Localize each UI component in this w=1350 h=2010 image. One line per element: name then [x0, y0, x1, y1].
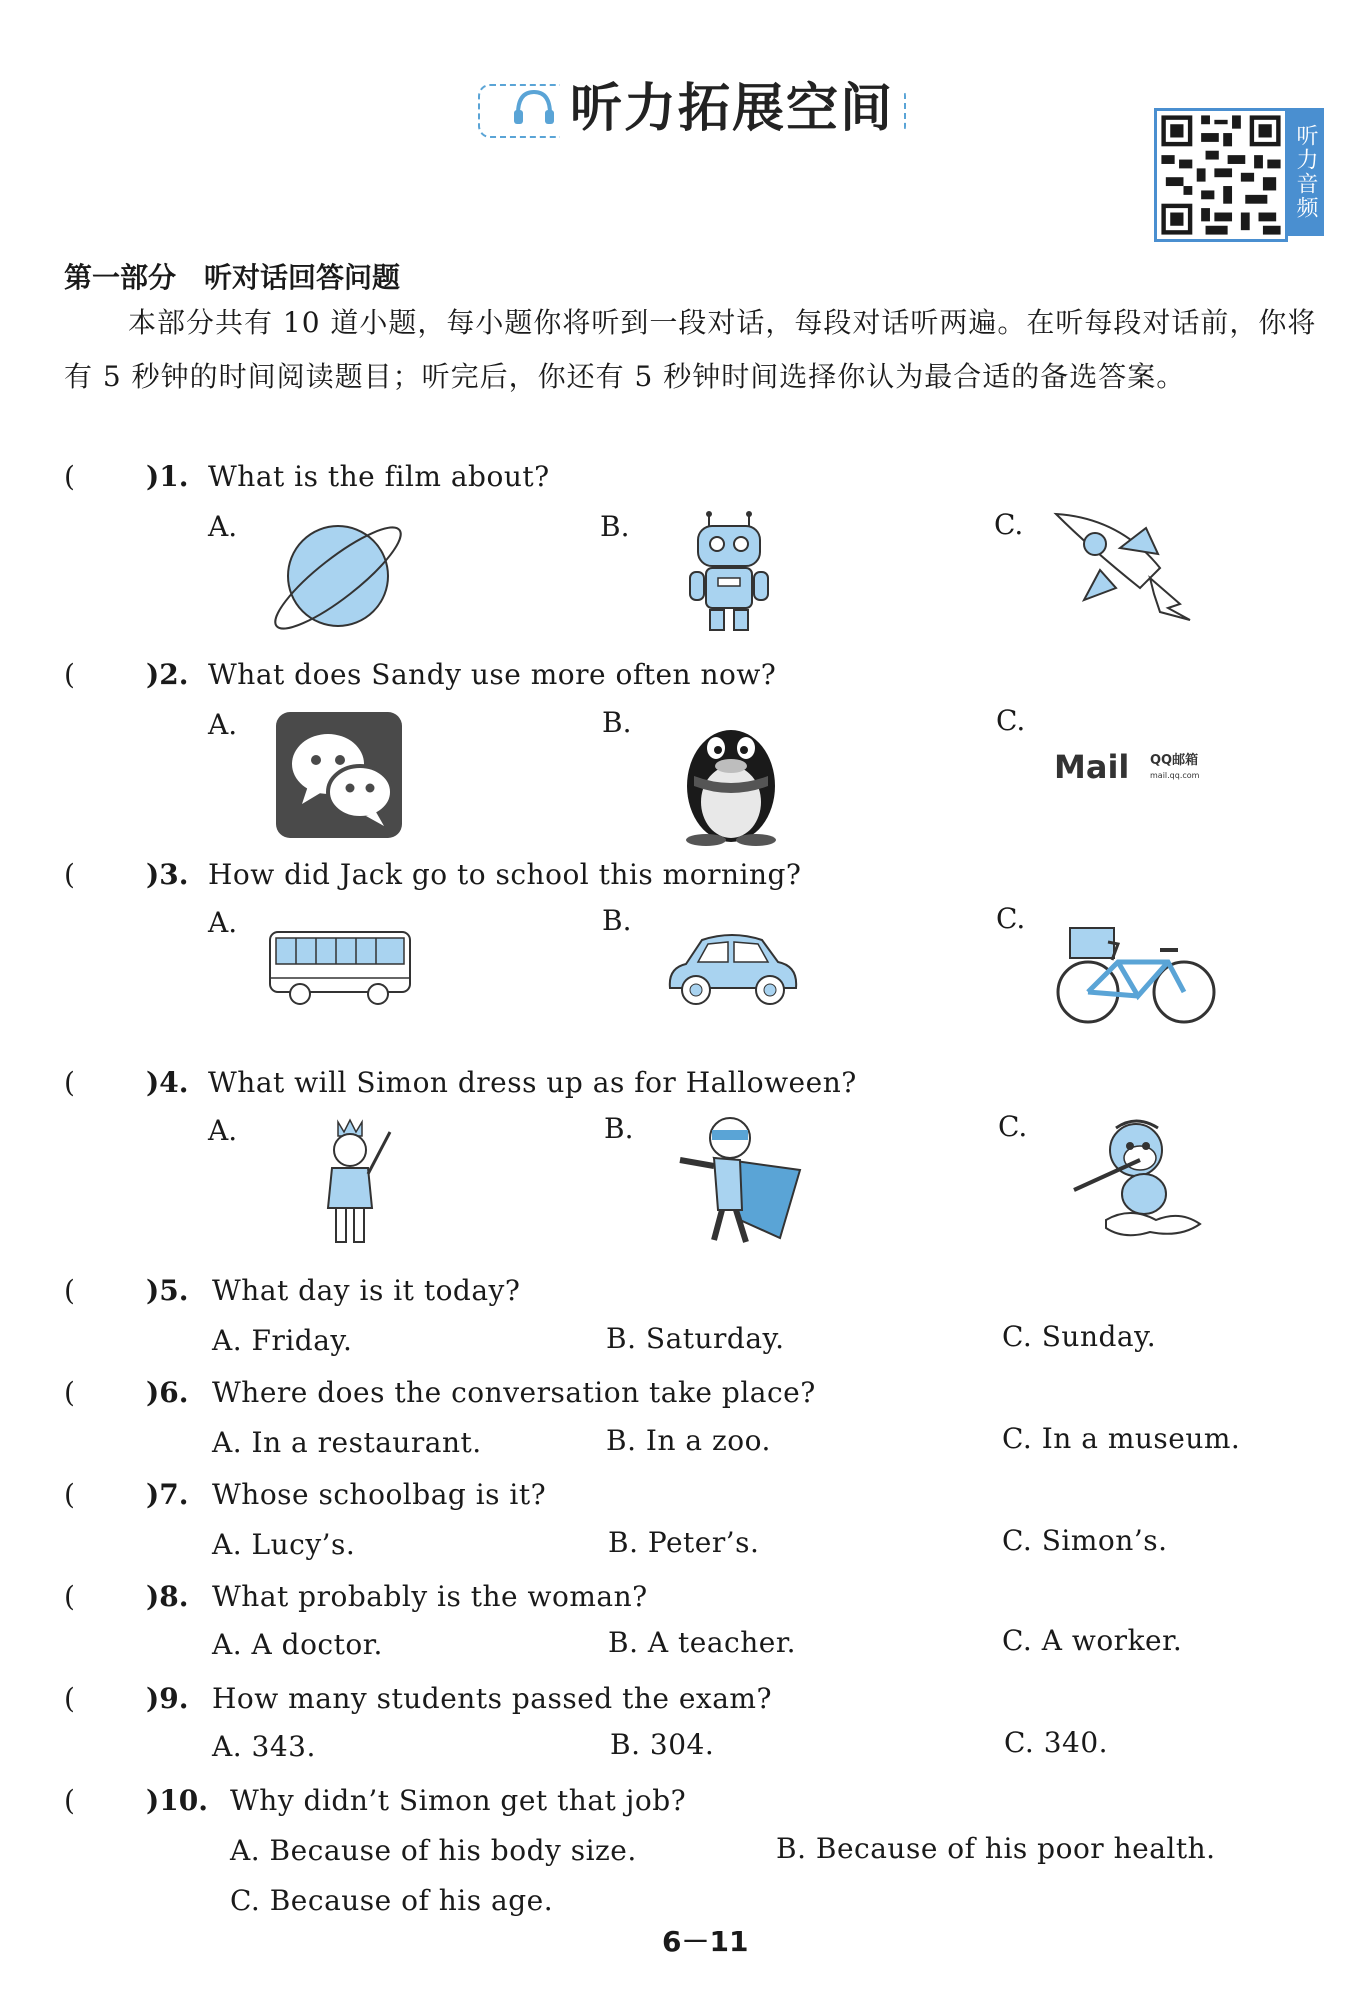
qr-code-icon[interactable]	[1154, 108, 1288, 242]
option-letter: B.	[604, 1112, 634, 1145]
mail-logo-url: mail.qq.com	[1150, 771, 1200, 780]
question-number: )6.	[146, 1376, 189, 1409]
question-text: Why didn’t Simon get that job?	[230, 1784, 687, 1817]
option-b[interactable]: B. 304.	[610, 1728, 715, 1761]
page-number: 6－11	[662, 1925, 749, 1958]
qq-penguin-icon[interactable]	[676, 706, 786, 846]
question-text: How many students passed the exam?	[212, 1682, 772, 1715]
option-letter: A.	[208, 1114, 238, 1147]
qq-mail-logo[interactable]	[1054, 748, 1204, 784]
question-number: )10.	[146, 1784, 208, 1817]
option-c[interactable]: C. Simon’s.	[1002, 1524, 1168, 1557]
option-c[interactable]: C. Sunday.	[1002, 1320, 1157, 1353]
mail-logo-text: Mail	[1054, 748, 1130, 784]
option-a[interactable]: A. Friday.	[212, 1324, 353, 1357]
question-text: What is the film about?	[208, 460, 550, 493]
option-letter: B.	[602, 706, 632, 739]
answer-blank[interactable]: (	[64, 1478, 75, 1511]
option-letter: C.	[996, 704, 1026, 737]
option-c[interactable]: C. In a museum.	[1002, 1422, 1241, 1455]
option-a[interactable]: A. 343.	[212, 1730, 316, 1763]
option-letter: B.	[602, 904, 632, 937]
option-b[interactable]: B. Because of his poor health.	[776, 1832, 1216, 1865]
car-icon[interactable]	[662, 928, 802, 1012]
bicycle-icon[interactable]	[1048, 920, 1224, 1028]
qr-audio-label: 听力音频	[1286, 108, 1324, 236]
headphone-icon	[512, 86, 556, 126]
question-number: )8.	[146, 1580, 189, 1613]
question-number: )1.	[146, 460, 189, 493]
answer-blank[interactable]: (	[64, 1274, 75, 1307]
option-letter: B.	[600, 510, 630, 543]
question-text: What does Sandy use more often now?	[208, 658, 777, 691]
option-b[interactable]: B. A teacher.	[608, 1626, 797, 1659]
option-letter: A.	[208, 510, 238, 543]
question-text: What will Simon dress up as for Halloween?	[208, 1066, 857, 1099]
question-number: )3.	[146, 858, 189, 891]
answer-blank[interactable]: (	[64, 858, 75, 891]
section-instructions: 本部分共有 10 道小题，每小题你将听到一段对话，每段对话听两遍。在听每段对话前，你将有 5 秒钟的时间阅读题目；听完后，你还有 5 秒钟时间选择你认为最合适的备选答案。	[64, 306, 1317, 393]
mail-logo-subtitle: QQ邮箱	[1150, 753, 1199, 768]
answer-blank[interactable]: (	[64, 1066, 75, 1099]
option-letter: C.	[998, 1110, 1028, 1143]
answer-blank[interactable]: (	[64, 460, 75, 493]
option-a[interactable]: A. Because of his body size.	[230, 1834, 637, 1867]
option-b[interactable]: B. Peter’s.	[608, 1526, 760, 1559]
option-letter: C.	[996, 902, 1026, 935]
question-text: Whose schoolbag is it?	[212, 1478, 547, 1511]
question-number: )5.	[146, 1274, 189, 1307]
option-a[interactable]: A. A doctor.	[212, 1628, 383, 1661]
answer-blank[interactable]: (	[64, 1580, 75, 1613]
question-number: )7.	[146, 1478, 189, 1511]
option-a[interactable]: A. In a restaurant.	[212, 1426, 482, 1459]
option-letter: C.	[994, 508, 1024, 541]
question-text: What day is it today?	[212, 1274, 521, 1307]
answer-blank[interactable]: (	[64, 1784, 75, 1817]
bus-icon[interactable]	[266, 928, 414, 1008]
question-text: Where does the conversation take place?	[212, 1376, 816, 1409]
superhero-icon[interactable]	[670, 1110, 810, 1250]
answer-blank[interactable]: (	[64, 1682, 75, 1715]
question-number: )4.	[146, 1066, 189, 1099]
question-number: )2.	[146, 658, 189, 691]
option-b[interactable]: B. Saturday.	[606, 1322, 785, 1355]
rocket-icon[interactable]	[1050, 508, 1200, 628]
question-text: What probably is the woman?	[212, 1580, 648, 1613]
answer-blank[interactable]: (	[64, 658, 75, 691]
question-number: )9.	[146, 1682, 189, 1715]
option-letter: A.	[208, 708, 238, 741]
option-c[interactable]: C. A worker.	[1002, 1624, 1183, 1657]
planet-icon[interactable]	[258, 512, 418, 642]
answer-blank[interactable]: (	[64, 1376, 75, 1409]
option-c[interactable]: C. Because of his age.	[230, 1884, 554, 1917]
prince-icon[interactable]	[310, 1116, 402, 1252]
monkey-king-icon[interactable]	[1070, 1110, 1210, 1244]
option-a[interactable]: A. Lucy’s.	[212, 1528, 356, 1561]
robot-icon[interactable]	[684, 510, 774, 638]
section-title: 第一部分 听对话回答问题	[64, 261, 401, 294]
question-text: How did Jack go to school this morning?	[208, 858, 802, 891]
page-title: 听力拓展空间	[560, 66, 904, 141]
option-c[interactable]: C. 340.	[1004, 1726, 1109, 1759]
wechat-icon[interactable]	[276, 712, 402, 838]
option-letter: A.	[208, 906, 238, 939]
option-b[interactable]: B. In a zoo.	[606, 1424, 771, 1457]
